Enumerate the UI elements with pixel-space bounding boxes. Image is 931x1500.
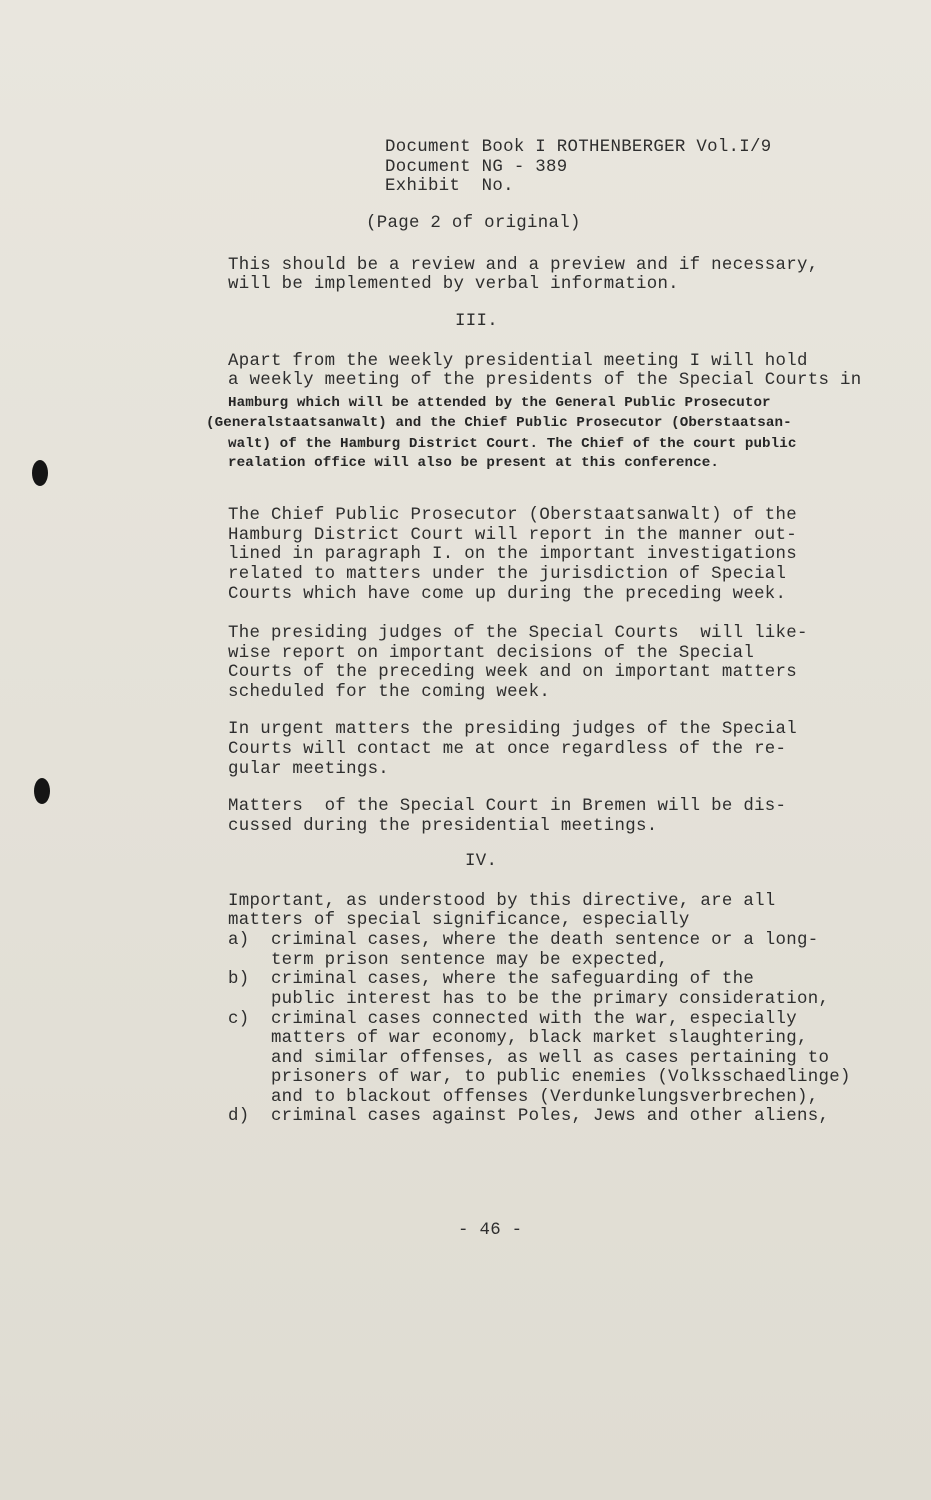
intro-line: This should be a review and a preview and if necessary, [228, 256, 819, 275]
list-item: public interest has to be the primary consideration, [228, 990, 830, 1009]
paragraph-line: Courts of the preceding week and on important matters [228, 663, 798, 682]
paragraph-line: scheduled for the coming week. [228, 683, 551, 702]
paragraph-line: cussed during the presidential meetings. [228, 817, 658, 836]
list-item: b) criminal cases, where the safeguarding of the [228, 970, 755, 989]
header-document-book: Document Book I ROTHENBERGER Vol.I/9 [385, 138, 772, 157]
paragraph-line: matters of special significance, especially [228, 911, 690, 930]
paragraph-line: related to matters under the jurisdiction of Special [228, 565, 787, 584]
paragraph-line: (Generalstaatsanwalt) and the Chief Public Prosecutor (Oberstaatsan- [206, 415, 792, 431]
paragraph-line: Important, as understood by this directive, are all [228, 892, 776, 911]
paragraph-line: Hamburg which will be attended by the General Public Prosecutor [228, 395, 771, 411]
section-heading: III. [455, 312, 498, 331]
paragraph-line: wise report on important decisions of the Special [228, 644, 755, 663]
paragraph-line: walt) of the Hamburg District Court. The Chief of the court public [228, 436, 797, 452]
list-item: matters of war economy, black market slaughtering, [228, 1029, 808, 1048]
page-number: - 46 - [458, 1221, 523, 1240]
paragraph-line: The presiding judges of the Special Courts will like- [228, 624, 808, 643]
paragraph-line: lined in paragraph I. on the important investigations [228, 545, 798, 564]
list-item: term prison sentence may be expected, [228, 951, 669, 970]
list-item: c) criminal cases connected with the war, especially [228, 1010, 798, 1029]
paragraph-line: Apart from the weekly presidential meeting I will hold [228, 352, 808, 371]
list-item: and similar offenses, as well as cases pertaining to [228, 1049, 830, 1068]
section-heading: IV. [465, 852, 498, 871]
intro-line: will be implemented by verbal information. [228, 275, 679, 294]
paragraph-line: Hamburg District Court will report in the manner out- [228, 526, 798, 545]
paragraph-line: Courts which have come up during the preceding week. [228, 585, 787, 604]
list-item: and to blackout offenses (Verdunkelungsverbrechen), [228, 1088, 819, 1107]
punch-hole [32, 460, 48, 486]
paragraph-line: Courts will contact me at once regardless of the re- [228, 740, 787, 759]
list-item: prisoners of war, to public enemies (Volksschaedlinge) [228, 1068, 851, 1087]
paragraph-line: Matters of the Special Court in Bremen will be dis- [228, 797, 787, 816]
header-document-number: Document NG - 389 [385, 158, 568, 177]
header-exhibit: Exhibit No. [385, 177, 514, 196]
page-note: (Page 2 of original) [366, 214, 581, 233]
paragraph-line: gular meetings. [228, 760, 390, 779]
paragraph-line: realation office will also be present at this conference. [228, 455, 719, 471]
paragraph-line: a weekly meeting of the presidents of the Special Courts in [228, 371, 862, 390]
punch-hole [34, 778, 50, 804]
list-item: a) criminal cases, where the death sentence or a long- [228, 931, 819, 950]
paragraph-line: In urgent matters the presiding judges of the Special [228, 720, 798, 739]
list-item: d) criminal cases against Poles, Jews and other aliens, [228, 1107, 830, 1126]
paragraph-line: The Chief Public Prosecutor (Oberstaatsanwalt) of the [228, 506, 798, 525]
